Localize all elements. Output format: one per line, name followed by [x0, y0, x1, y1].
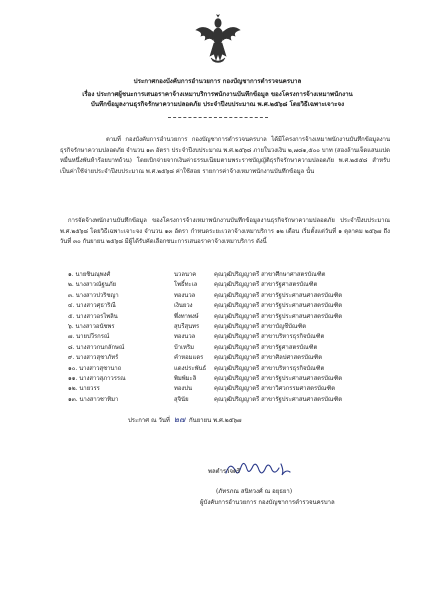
document-title: ประกาศกองบังคับการอำนวยการ กองบัญชาการตำรวจนครบาล: [133, 78, 302, 85]
contractor-qualification: คุณวุฒิปริญญาตรี สาขาศึกษาศาสตรบัณฑิต: [214, 272, 326, 278]
handwritten-day: ๒๗: [173, 415, 186, 424]
contractor-qualification: คุณวุฒิปริญญาตรี สาขารัฐศาสตรบัณฑิต: [214, 282, 318, 289]
list-item: [68, 332, 388, 342]
selection-paragraph: การจัดจ้างพนักงานบันทึกข้อมูล ของโครงการจ้างเหมาพนักงานบันทึกข้อมูลงานธุรกิจรักษาความปลอดภัย ประจำปีงบประมาณ พ.ศ.๒๕๖๘ โดยวิธีเฉพาะเจาะจง จำนวน ๑๓ อัตรา กำหนดระยะเวลาจ้างเหมาบริการ ๑๒ เดือน เริ่มตั้งแต่วันที่ ๑ ตุลาคม ๒๕๖๗ ถึงวันที่ ๓๐ กันยายน ๒๕๖๘ มีผู้ได้รับคัดเลือกชนะการเสนอราคาจ้างเหมาบริการ ดังนี้: [60, 218, 390, 246]
list-item: [68, 364, 388, 374]
list-item: [68, 291, 388, 301]
contractor-surname: พึ่งทาพงษ์: [174, 313, 199, 320]
intro-paragraph: ตามที่ กองบังคับการอำนวยการ กองบัญชาการตำรวจนครบาล ได้มีโครงการจ้างเหมาพนักงานบันทึกข้อมูลงานธุรกิจรักษาความปลอดภัย จำนวน ๑๓ อัตรา ประจำปีงบประมาณ พ.ศ.๒๕๖๘ ภายในวงเงิน ๒,๗๘๑,๕๐๐ บาท (สองล้านเจ็ดแสนแปดหมื่นหนึ่งพันห้าร้อยบาทถ้วน) โดยเบิกจ่ายจากเงินค่าธรรมเนียมตามพระราชบัญญัติธุรกิจรักษาความปลอดภัย พ.ศ.๒๕๕๘ สำหรับเป็นค่าใช้จ่ายประจำปีงบประมาณ พ.ศ.๒๕๖๘ ค่าใช้สอย รายการค่าจ้างเหมาพนักงานบันทึกข้อมูล นั้น: [60, 137, 390, 175]
contractor-qualification: คุณวุฒิปริญญาตรี สาขารัฐประศาสนศาสตรบัณฑิต: [214, 313, 343, 320]
list-item: [68, 312, 388, 322]
date-prefix: ประกาศ ณ วันที่: [128, 417, 170, 424]
contractor-qualification: คุณวุฒิปริญญาตรี สาขารัฐประศาสนศาสตรบัณฑิต: [214, 303, 343, 310]
list-item: [68, 270, 388, 280]
list-item: [68, 343, 388, 353]
contractor-name: ๑๒. นายวรร: [68, 386, 100, 393]
list-item: [68, 374, 388, 384]
contractor-surname: สุบรีสุนทร: [174, 323, 200, 330]
contractor-surname: โพธิ์ทะเล: [174, 282, 198, 289]
contractor-surname: สุจินัย: [174, 396, 189, 403]
contractor-name: ๘. นางสาวกนกลักษณ์: [68, 344, 125, 351]
list-item: [68, 280, 388, 290]
subject-line-2: บันทึกข้อมูลงานธุรกิจรักษาความปลอดภัย ประจำปีงบประมาณ พ.ศ.๒๕๖๘ โดยวิธีเฉพาะเจาะจง: [90, 101, 345, 108]
contractor-surname: แดงประพันธ์: [174, 365, 207, 372]
contractor-qualification: คุณวุฒิปริญญาตรี สาขาบัญชีบัณฑิต: [214, 323, 307, 330]
date-month-year: กันยายน พ.ศ.๒๕๖๗: [189, 417, 242, 424]
contractor-name: ๖. นางสาวอนัชพร: [68, 323, 115, 330]
contractor-name: ๑๓. นางสาวชาทิมา: [68, 396, 119, 403]
announcement-date: [128, 413, 242, 426]
contractor-name: ๔. นางสาวศุธาริณี: [68, 303, 116, 310]
contractor-surname: นวลนาค: [174, 272, 197, 278]
contractor-name: ๒. นางสาวณัฐนภัย: [68, 282, 117, 289]
contractor-name: ๙. นางสาวสุชาภัทร์: [68, 355, 119, 362]
contractor-list: [68, 270, 388, 405]
list-item: [68, 322, 388, 332]
contractor-name: ๑๐. นางสาวสุชานาถ: [68, 365, 122, 372]
signatory-position: ผู้บังคับการอำนวยการ กองบัญชาการตำรวจนครบาล: [200, 499, 335, 506]
contractor-surname: ทองปน: [174, 386, 193, 393]
contractor-qualification: คุณวุฒิปริญญาตรี สาขารัฐศาสตรบัณฑิต: [214, 344, 318, 351]
contractor-qualification: คุณวุฒิปริญญาตรี สาขาบริหารธุรกิจบัณฑิต: [214, 365, 325, 372]
contractor-surname: ทองนวล: [174, 334, 196, 341]
list-item: [68, 301, 388, 311]
contractor-surname: บ้าเหริม: [174, 344, 194, 351]
contractor-surname: เงินยวง: [174, 303, 193, 310]
contractor-qualification: คุณวุฒิปริญญาตรี สาขาบริหารธุรกิจบัณฑิต: [214, 334, 325, 341]
contractor-qualification: คุณวุฒิปริญญาตรี สาขารัฐประศาสนศาสตรบัณฑิต: [214, 396, 343, 403]
subject-line-1: เรื่อง ประกาศผู้ชนะการเสนอราคาจ้างเหมาบริการพนักงานบันทึกข้อมูล ของโครงการจ้างเหมาพนักงาน: [82, 91, 353, 98]
contractor-qualification: คุณวุฒิปริญญาตรี สาขาวิศวกรรมศาสตรบัณฑิต: [214, 386, 336, 393]
contractor-name: ๑๑. นางสาวสุภาวรรณ: [68, 375, 126, 382]
contractor-surname: คำหอมแดร: [174, 355, 204, 362]
contractor-name: ๓. นางสาวปวริชญา: [68, 292, 119, 299]
contractor-surname: พิมพ์มะลิ: [174, 375, 197, 382]
contractor-surname: ทองนวล: [174, 292, 196, 299]
contractor-name: ๕. นางสาวอรไพลิน: [68, 313, 118, 320]
header-divider: [168, 117, 268, 118]
contractor-qualification: คุณวุฒิปริญญาตรี สาขาศิลปศาสตรบัณฑิต: [214, 355, 323, 362]
contractor-name: ๗. นายปวีรกรณ์: [68, 334, 110, 341]
list-item: [68, 395, 388, 405]
contractor-name: ๑. นายชินณุพงศ์: [68, 272, 111, 278]
contractor-qualification: คุณวุฒิปริญญาตรี สาขารัฐประศาสนศาสตรบัณฑิต: [214, 292, 343, 299]
list-item: [68, 353, 388, 363]
list-item: [68, 384, 388, 394]
signatory-rank: พลตำรวจตรี: [208, 468, 241, 475]
signatory-name: (ภัทรภณ สนิทวงศ์ ณ อยุธยา): [216, 488, 293, 495]
contractor-qualification: คุณวุฒิปริญญาตรี สาขารัฐประศาสนศาสตรบัณฑิต: [214, 375, 343, 382]
garuda-emblem-icon: [195, 14, 241, 64]
